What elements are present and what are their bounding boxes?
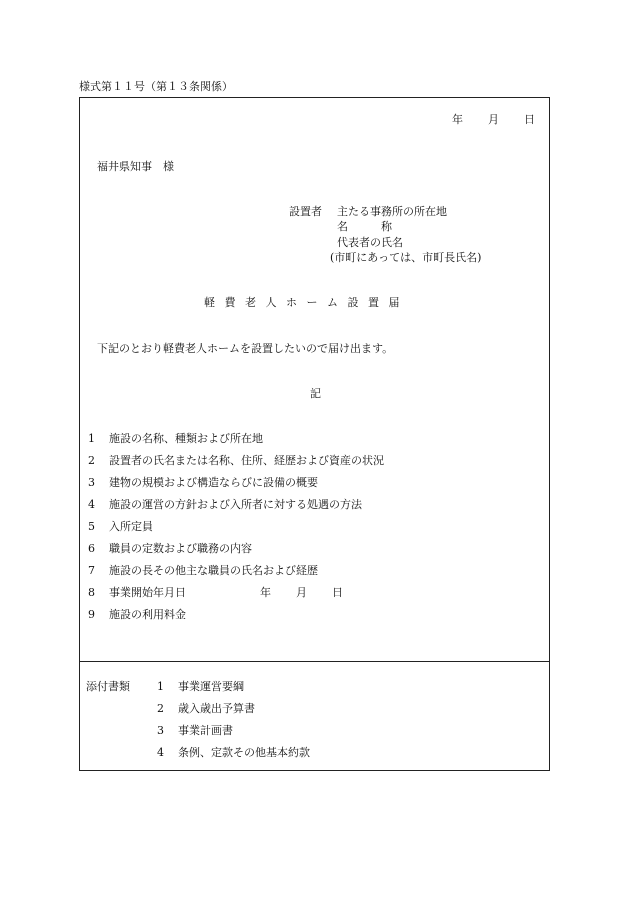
intro-text: 下記のとおり軽費老人ホームを設置したいので届け出ます。: [97, 342, 394, 355]
attachment-item: 3 事業計画書: [157, 724, 233, 737]
list-item: 6 職員の定数および職務の内容: [88, 542, 252, 555]
list-item: 4 施設の運営の方針および入所者に対する処遇の方法: [88, 498, 362, 511]
list-item: 7 施設の長その他主な職員の氏名および経歴: [88, 564, 318, 577]
list-item: 3 建物の規模および構造ならびに設備の概要: [88, 476, 318, 489]
list-item: 2 設置者の氏名または名称、住所、経歴および資産の状況: [88, 454, 384, 467]
attachment-item: 2 歳入歳出予算書: [157, 702, 255, 715]
applicant-label: 設置者: [289, 205, 322, 218]
list-item: 9 施設の利用料金: [88, 608, 186, 621]
item8-date: 年 月 日: [260, 586, 344, 599]
ki-heading: 記: [310, 387, 321, 400]
date-line: 年 月 日: [452, 113, 536, 126]
attachment-item: 4 条例、定款その他基本約款: [157, 746, 310, 759]
form-number: 様式第１１号（第１３条関係）: [79, 80, 233, 93]
applicant-name: 名 称: [337, 220, 392, 233]
attachment-item: 1 事業運営要綱: [157, 680, 244, 693]
list-item: 1 施設の名称、種類および所在地: [88, 432, 263, 445]
applicant-address: 主たる事務所の所在地: [337, 205, 447, 218]
list-item: 5 入所定員: [88, 520, 153, 533]
addressee: 福井県知事 様: [97, 160, 174, 173]
applicant-note: (市町にあっては、市町長氏名): [330, 251, 482, 264]
list-item: 8 事業開始年月日: [88, 586, 186, 599]
form-title: 軽 費 老 人 ホ ー ム 設 置 届: [204, 296, 403, 309]
attachments-divider: [79, 661, 550, 662]
attachments-label: 添付書類: [86, 680, 130, 693]
applicant-representative: 代表者の氏名: [337, 236, 403, 249]
